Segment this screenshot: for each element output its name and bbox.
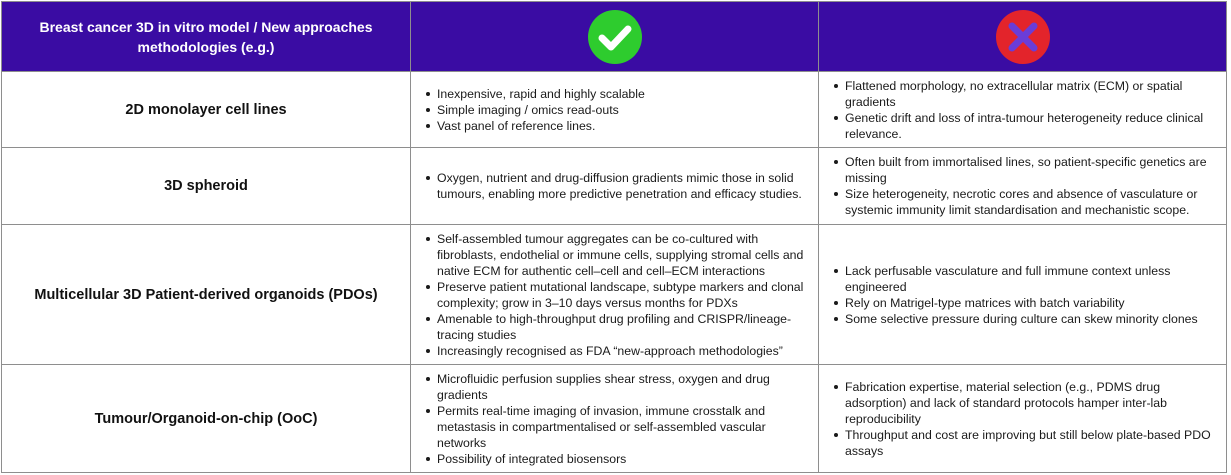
method-name: Tumour/Organoid-on-chip (OoC): [2, 365, 411, 473]
cons-item: Genetic drift and loss of intra-tumour heterogeneity reduce clinical relevance.: [845, 110, 1216, 142]
table-row: [2, 365, 1227, 473]
cross-circle-icon: [995, 9, 1051, 65]
comparison-table: [1, 1, 1227, 473]
pros-item: Permits real-time imaging of invasion, immune crosstalk and metastasis in compartmentalised or self-assembled vascular networks: [437, 403, 808, 451]
cons-item: Rely on Matrigel-type matrices with batch variability: [845, 295, 1216, 311]
pros-item: Inexpensive, rapid and highly scalable: [437, 86, 808, 102]
pros-cell: [411, 225, 819, 365]
method-name: 2D monolayer cell lines: [2, 72, 411, 148]
pros-list: [421, 170, 808, 202]
header-pros-cell: [411, 2, 819, 72]
pros-cell: [411, 365, 819, 473]
cons-item: Size heterogeneity, necrotic cores and absence of vasculature or systemic immunity limit standardisation and mechanistic scope.: [845, 186, 1216, 218]
cons-list: [829, 78, 1216, 142]
cons-item: Fabrication expertise, material selection (e.g., PDMS drug adsorption) and lack of standard protocols hamper inter-lab reproducibility: [845, 379, 1216, 427]
pros-list: [421, 86, 808, 134]
table-row: [2, 148, 1227, 225]
pros-item: Oxygen, nutrient and drug-diffusion gradients mimic those in solid tumours, enabling more predictive penetration and efficacy studies.: [437, 170, 808, 202]
pros-item: Preserve patient mutational landscape, subtype markers and clonal complexity; grow in 3–10 days versus months for PDXs: [437, 279, 808, 311]
pros-list: [421, 231, 808, 359]
check-circle-icon: [587, 9, 643, 65]
pros-list: [421, 371, 808, 467]
pros-item: Microfluidic perfusion supplies shear stress, oxygen and drug gradients: [437, 371, 808, 403]
cons-list: [829, 379, 1216, 459]
cons-item: Often built from immortalised lines, so patient-specific genetics are missing: [845, 154, 1216, 186]
cons-item: Throughput and cost are improving but still below plate-based PDO assays: [845, 427, 1216, 459]
cons-item: Lack perfusable vasculature and full immune context unless engineered: [845, 263, 1216, 295]
cons-cell: [819, 225, 1227, 365]
pros-item: Possibility of integrated biosensors: [437, 451, 808, 467]
method-name: Multicellular 3D Patient-derived organoids (PDOs): [2, 225, 411, 365]
cons-cell: [819, 365, 1227, 473]
header-method-label: Breast cancer 3D in vitro model / New approaches methodologies (e.g.): [2, 2, 411, 72]
pros-item: Amenable to high-throughput drug profiling and CRISPR/lineage-tracing studies: [437, 311, 808, 343]
cons-list: [829, 154, 1216, 218]
pros-item: Simple imaging / omics read-outs: [437, 102, 808, 118]
cons-cell: [819, 148, 1227, 225]
cons-list: [829, 263, 1216, 327]
pros-cell: [411, 148, 819, 225]
pros-cell: [411, 72, 819, 148]
header-row: [2, 2, 1227, 72]
header-cons-cell: [819, 2, 1227, 72]
cons-item: Some selective pressure during culture can skew minority clones: [845, 311, 1216, 327]
cons-item: Flattened morphology, no extracellular matrix (ECM) or spatial gradients: [845, 78, 1216, 110]
method-name: 3D spheroid: [2, 148, 411, 225]
pros-item: Self-assembled tumour aggregates can be co-cultured with fibroblasts, endothelial or immune cells, supplying stromal cells and native ECM for authentic cell–cell and cell–ECM interactions: [437, 231, 808, 279]
table-row: [2, 225, 1227, 365]
cons-cell: [819, 72, 1227, 148]
pros-item: Vast panel of reference lines.: [437, 118, 808, 134]
pros-item: Increasingly recognised as FDA “new-approach methodologies”: [437, 343, 808, 359]
table-row: [2, 72, 1227, 148]
